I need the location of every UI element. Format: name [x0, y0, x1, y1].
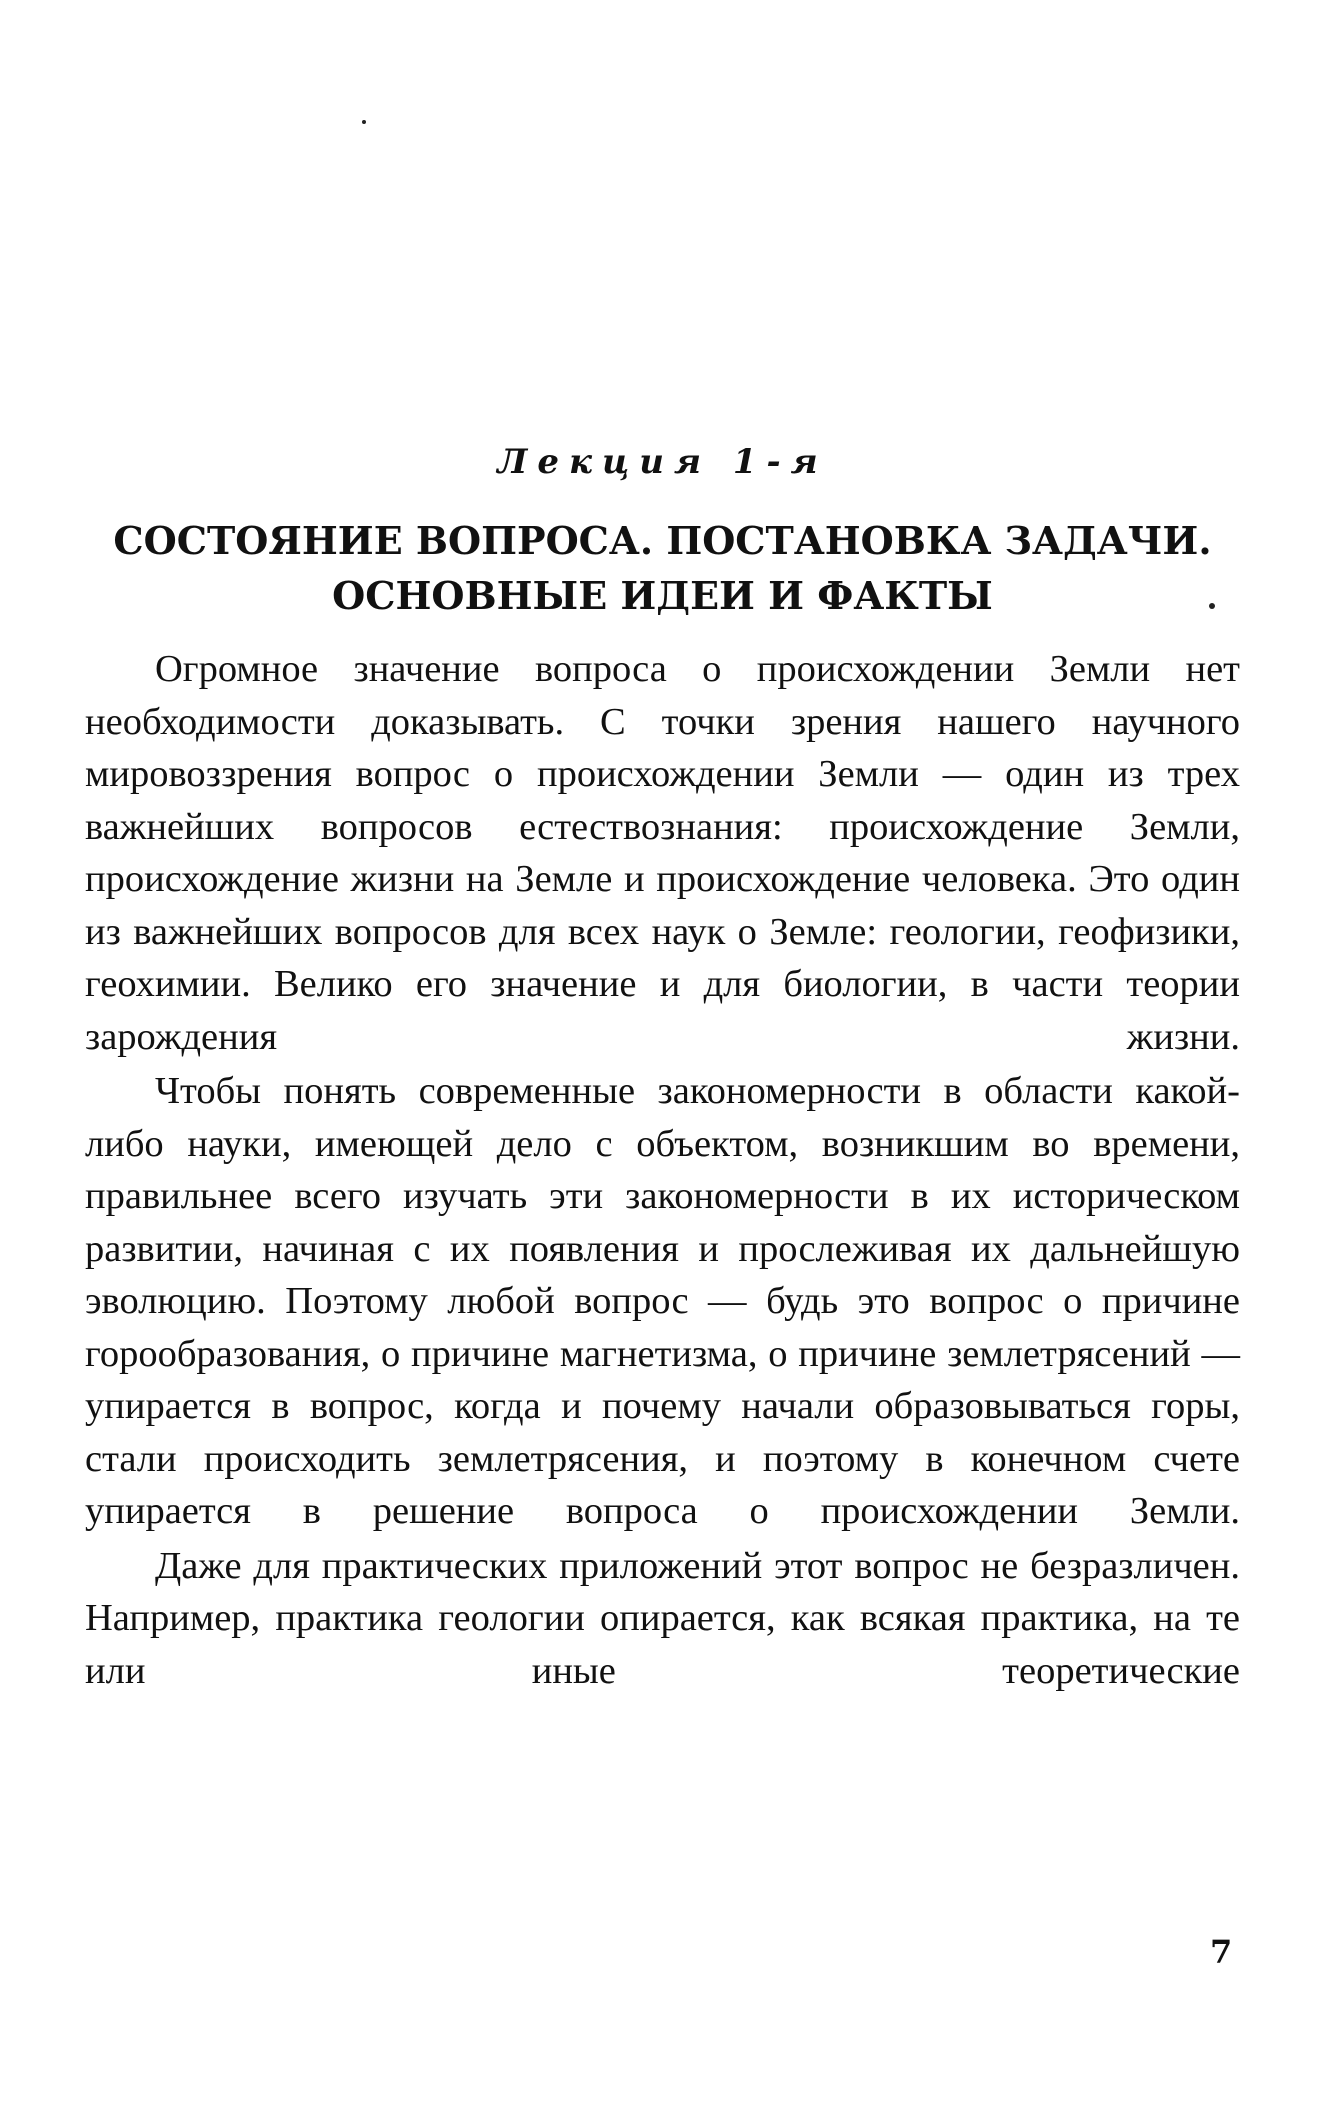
paragraph: Даже для практических приложений этот вопрос не безразличен. Например, практика геологии опирается, как всякая практика, на те или иные теоретические — [85, 1544, 1240, 1692]
lecture-label: Лекция 1-я — [497, 442, 828, 482]
paragraph: Чтобы понять современные закономерности в области какой-либо науки, имеющей дело с объектом, возникшим во времени, правильнее всего изучать эти закономерности в их историческом развитии, начиная с их появления и прослеживая их дальнейшую эволюцию. Поэтому любой вопрос — будь это вопрос о причине горообразования, о причине магнетизма, о причине землетрясений — упирается в вопрос, когда и почему начали образовываться горы, стали происходить землетрясения, и поэтому в конечном счете упирается в решение вопроса о происхождении Земли. — [85, 1070, 1240, 1532]
chapter-title-line-2: ОСНОВНЫЕ ИДЕИ И ФАКТЫ — [332, 573, 993, 618]
body-text — [85, 643, 1240, 1697]
chapter-title-line-1: СОСТОЯНИЕ ВОПРОСА. ПОСТАНОВКА ЗАДАЧИ. — [113, 518, 1212, 563]
page-number: 7 — [1210, 1933, 1233, 1971]
paragraph: Огромное значение вопроса о происхождении Земли нет необходимости доказывать. С точки зрения нашего научного мировоззрения вопрос о происхождении Земли — один из трех важнейших вопросов естествознания: происхождение Земли, происхождение жизни на Земле и происхождение человека. Это один из важнейших вопросов для всех наук о Земле: геологии, геофизики, геохимии. Велико его значение и для биологии, в части теории зарождения жизни. — [85, 648, 1240, 1058]
scan-speck — [362, 120, 366, 124]
chapter-title — [80, 513, 1245, 623]
